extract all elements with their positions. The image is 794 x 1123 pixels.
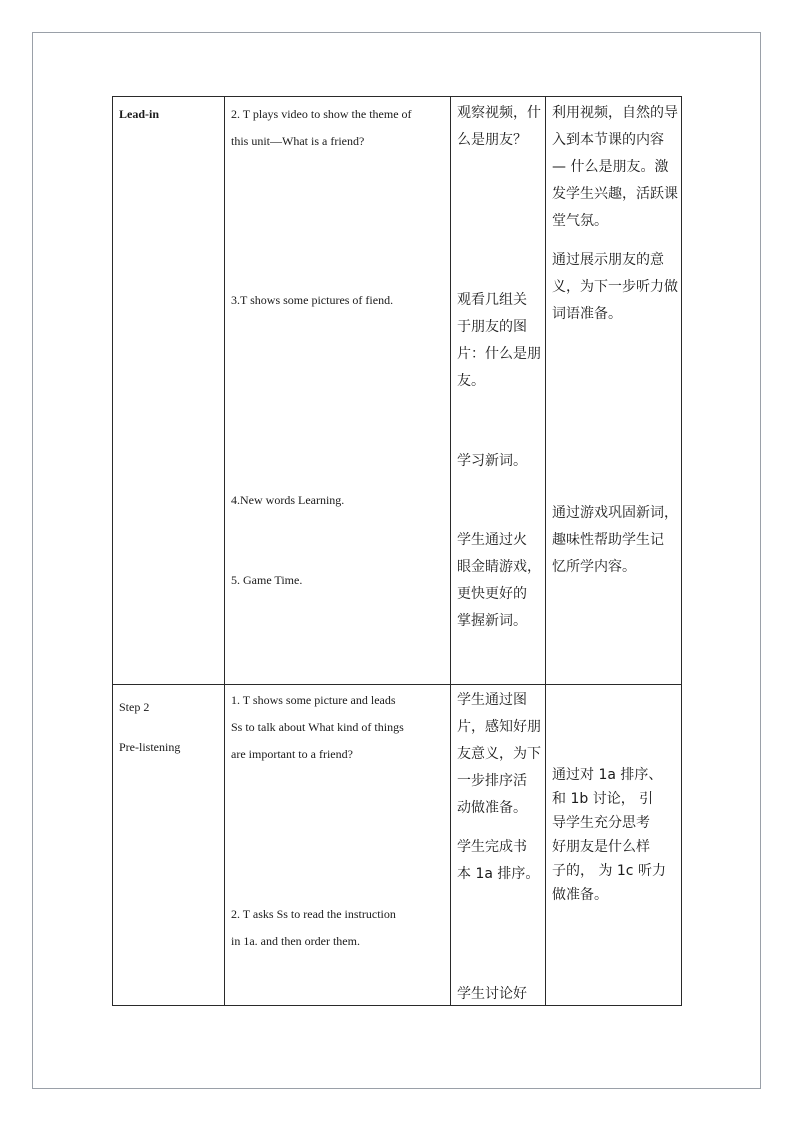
lesson-plan-table — [112, 96, 682, 1006]
student-activity-cell — [451, 97, 546, 685]
student-activity-pictures: 观看几组关 于朋友的图 片：什么是朋 友。 — [457, 292, 541, 389]
step-title: Lead-in — [119, 107, 160, 121]
purpose-game: 通过游戏巩固新词， 趣味性帮助学生记 忆所学内容。 — [552, 505, 678, 575]
table-row-pre-listening — [113, 685, 682, 1006]
student-activity-cell — [451, 685, 546, 1006]
student-activity-discussion: 学生讨论好 — [457, 986, 527, 1002]
teacher-activity-cell — [225, 97, 451, 685]
teacher-activity-1: 1. T shows some picture and leads Ss to talk about What kind of things are important to a friend? — [231, 693, 404, 761]
teacher-activity-2: 2. T asks Ss to read the instruction in 1a. and then order them. — [231, 907, 396, 948]
student-activity-ordering: 学生完成书 本 1a 排序。 — [457, 839, 540, 882]
student-activity-new-words: 学习新词。 — [457, 453, 527, 469]
step-cell — [113, 685, 225, 1006]
purpose-pictures: 通过展示朋友的意 义，为下一步听力做 词语准备。 — [552, 252, 678, 322]
step-cell — [113, 97, 225, 685]
table-row-lead-in — [113, 97, 682, 685]
student-activity-pictures: 学生通过图 片，感知好朋 友意义，为下 一步排序活 动做准备。 — [457, 692, 541, 816]
teacher-activity-4: 4.New words Learning. — [231, 493, 345, 507]
purpose-cell — [546, 97, 682, 685]
teacher-activity-2: 2. T plays video to show the theme of this unit—What is a friend? — [231, 107, 412, 148]
student-activity-game: 学生通过火 眼金睛游戏， 更快更好的 掌握新词。 — [457, 532, 541, 629]
student-activity-video: 观察视频，什 么是朋友？ — [457, 105, 541, 148]
teacher-activity-cell — [225, 685, 451, 1006]
teacher-activity-3: 3.T shows some pictures of fiend. — [231, 293, 394, 307]
purpose-pre-listening: 通过对 1a 排序、 和 1b 讨论， 引 导学生充分思考 好朋友是什么样 子的， 为 1c 听力 做准备。 — [552, 767, 666, 903]
step-title: Step 2 Pre-listening — [119, 700, 181, 754]
purpose-cell — [546, 685, 682, 1006]
teacher-activity-5: 5. Game Time. — [231, 573, 303, 587]
purpose-video: 利用视频，自然的导 入到本节课的内容 — 什么是朋友。激 发学生兴趣，活跃课 堂气氛。 — [552, 105, 678, 229]
